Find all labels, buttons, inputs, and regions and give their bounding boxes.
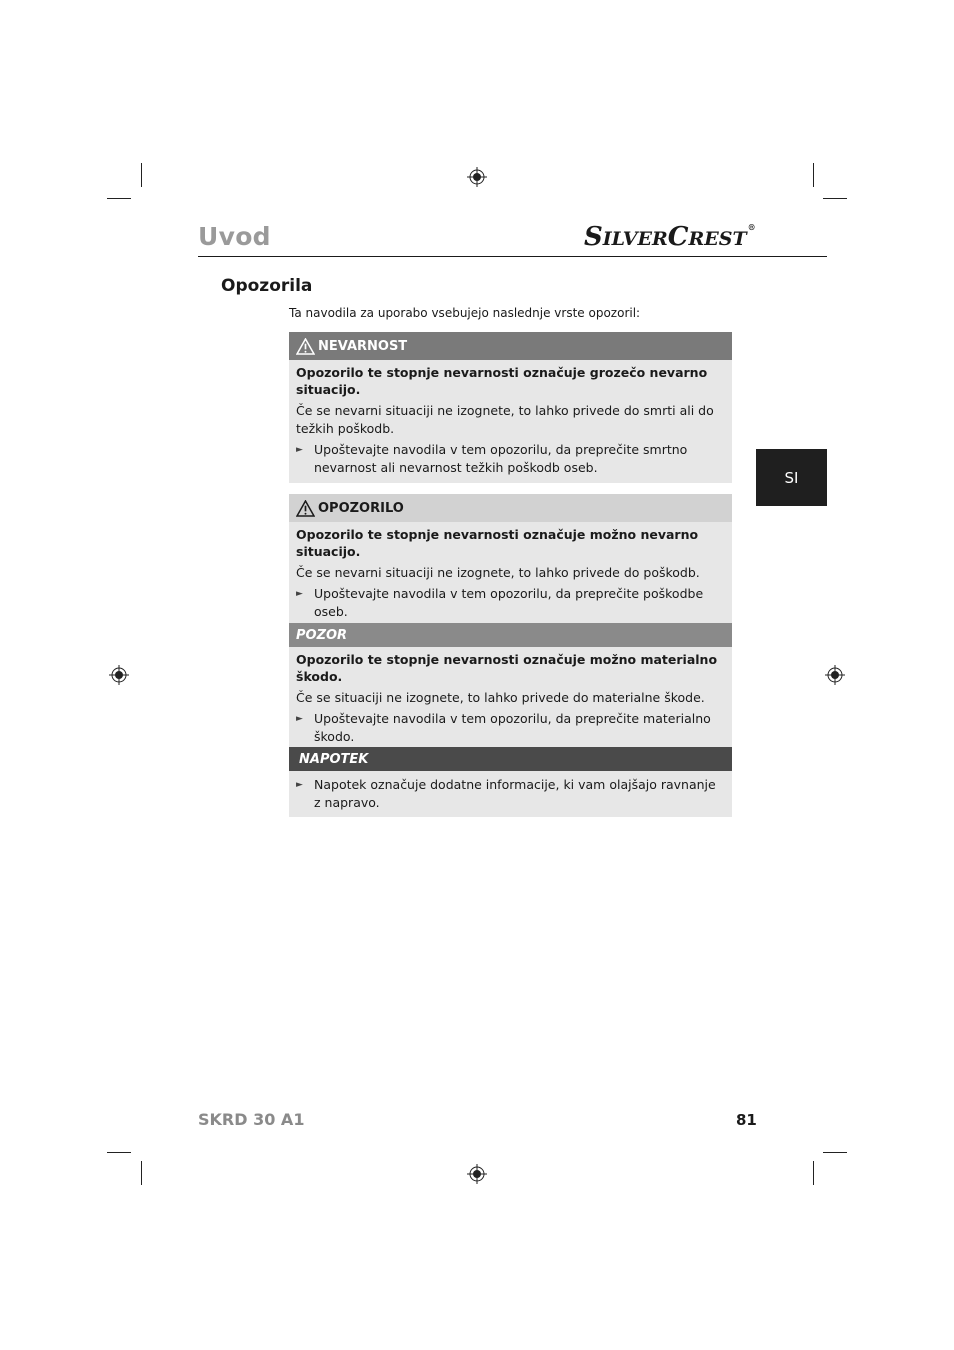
warning-text: Če se nevarni situaciji ne izognete, to lahko privede do poškodb. [296, 565, 700, 580]
footer-model: SKRD 30 A1 [198, 1110, 305, 1129]
warning-text: Če se nevarni situaciji ne izognete, to lahko privede do smrti ali do težkih poškodb. [296, 403, 714, 436]
crop-mark [141, 163, 142, 187]
warning-box-header [289, 747, 732, 771]
list-item [296, 585, 725, 621]
section-title: Uvod [198, 222, 271, 251]
brand-logo [584, 222, 756, 252]
bullet-text: Napotek označuje dodatne informacije, ki vam olajšajo ravnanje z napravo. [314, 777, 716, 810]
language-tab [756, 449, 827, 506]
warning-title: NEVARNOST [318, 338, 408, 354]
brand-letters: REST [688, 228, 747, 250]
warning-box-header [289, 494, 732, 522]
warning-body [289, 522, 732, 627]
registration-mark-icon [467, 1164, 487, 1184]
warning-text: Če se situaciji ne izognete, to lahko privede do materialne škode. [296, 690, 705, 705]
crop-mark [823, 198, 847, 199]
warning-box-warning [289, 494, 732, 627]
bullet-arrow-icon: ► [296, 445, 303, 455]
brand-letter: C [667, 222, 689, 252]
warning-box-header [289, 623, 732, 647]
warning-title: OPOZORILO [318, 500, 404, 516]
warning-body [289, 360, 732, 483]
warning-lead: Opozorilo te stopnje nevarnosti označuje možno materialno škodo. [296, 652, 718, 684]
bullet-arrow-icon: ► [296, 780, 303, 790]
crop-mark [823, 1152, 847, 1153]
warning-lead: Opozorilo te stopnje nevarnosti označuje grozečo nevarno situacijo. [296, 365, 708, 397]
registration-mark-icon [109, 665, 129, 685]
warning-box-caution [289, 623, 732, 752]
warning-triangle-icon [296, 338, 315, 355]
warning-title: NAPOTEK [299, 751, 369, 767]
bullet-arrow-icon: ► [296, 714, 303, 724]
brand-letters: ILVER [602, 228, 668, 250]
warning-body [289, 771, 732, 817]
warning-triangle-icon [296, 500, 315, 517]
list-item [296, 441, 725, 477]
language-tab-label: SI [784, 468, 799, 487]
crop-mark [813, 1161, 814, 1185]
page-heading: Opozorila [221, 276, 313, 296]
warning-title: POZOR [296, 627, 348, 643]
warning-lead: Opozorilo te stopnje nevarnosti označuje možno nevarno situacijo. [296, 527, 699, 559]
list-item [296, 710, 725, 746]
warning-box-header [289, 332, 732, 360]
crop-mark [813, 163, 814, 187]
registration-mark-icon [467, 167, 487, 187]
crop-mark [107, 1152, 131, 1153]
bullet-text: Upoštevajte navodila v tem opozorilu, da preprečite smrtno nevarnost ali nevarnost težkih poškodb oseb. [314, 442, 688, 475]
bullet-arrow-icon: ► [296, 589, 303, 599]
intro-text: Ta navodila za uporabo vsebujejo naslednje vrste opozoril: [289, 306, 641, 320]
bullet-text: Upoštevajte navodila v tem opozorilu, da preprečite materialno škodo. [314, 711, 711, 744]
header-divider [198, 256, 827, 257]
crop-mark [141, 1161, 142, 1185]
registered-mark: ® [747, 222, 756, 232]
warning-box-danger [289, 332, 732, 483]
page-number: 81 [736, 1111, 757, 1129]
warning-body [289, 647, 732, 752]
bullet-text: Upoštevajte navodila v tem opozorilu, da preprečite poškodbe oseb. [314, 586, 704, 619]
crop-mark [107, 198, 131, 199]
note-box [289, 747, 732, 817]
list-item [296, 776, 725, 812]
registration-mark-icon [825, 665, 845, 685]
brand-letter: S [584, 222, 603, 252]
